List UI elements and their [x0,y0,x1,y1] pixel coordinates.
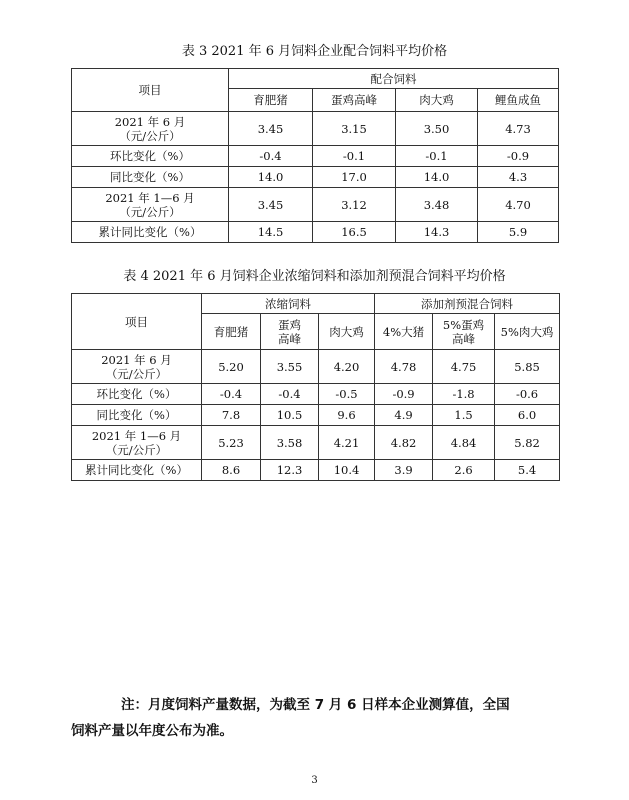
footnote-line-1: 注：月度饲料产量数据，为截至 7 月 6 日样本企业测算值，全国 [121,697,510,713]
table-cell: 10.4 [319,460,375,481]
row-label: 2021 年 6 月 （元/公斤） [72,350,202,384]
table-cell: 3.45 [229,188,313,222]
table3-col-header: 鲤鱼成鱼 [478,89,559,112]
table-cell: -0.6 [495,384,560,405]
table-cell: -0.9 [375,384,433,405]
table-cell: -0.5 [319,384,375,405]
row-label: 2021 年 6 月 （元/公斤） [72,112,229,146]
table-row [72,384,560,405]
table-cell: 14.0 [229,167,313,188]
table-cell: 17.0 [313,167,396,188]
table-cell: 4.82 [375,426,433,460]
table-cell: 3.9 [375,460,433,481]
table-cell: 7.8 [202,405,261,426]
table-cell: 5.82 [495,426,560,460]
row-label: 环比变化（%） [72,146,229,167]
table-cell: 3.45 [229,112,313,146]
table-row [72,460,560,481]
table4 [71,293,560,481]
table-row [72,222,559,243]
table-cell: -0.1 [313,146,396,167]
table-cell: 3.58 [261,426,319,460]
table-cell: -0.1 [396,146,478,167]
table-cell: 8.6 [202,460,261,481]
table-cell: 12.3 [261,460,319,481]
row-label: 同比变化（%） [72,405,202,426]
table-row [72,188,559,222]
table3-caption: 表 3 2021 年 6 月饲料企业配合饲料平均价格 [181,44,448,59]
table-cell: 6.0 [495,405,560,426]
row-label: 2021 年 1—6 月 （元/公斤） [72,188,229,222]
table-cell: 14.5 [229,222,313,243]
table3-group-header: 配合饲料 [229,69,559,89]
table-cell: 3.15 [313,112,396,146]
table-cell: 5.23 [202,426,261,460]
table-cell: 4.9 [375,405,433,426]
table4-group2-header: 添加剂预混合饲料 [375,294,560,314]
table-cell: 4.84 [433,426,495,460]
row-label: 累计同比变化（%） [72,460,202,481]
row-label: 累计同比变化（%） [72,222,229,243]
table4-col-header: 育肥猪 [202,314,261,350]
table-cell: 9.6 [319,405,375,426]
table-cell: -0.4 [229,146,313,167]
table3-col-header: 肉大鸡 [396,89,478,112]
table-cell: 4.3 [478,167,559,188]
table-row [72,426,560,460]
table-cell: 4.20 [319,350,375,384]
table4-col-header: 5%蛋鸡 高峰 [433,314,495,350]
table-row [72,146,559,167]
table-cell: -0.4 [261,384,319,405]
table-row [72,350,560,384]
table3 [71,68,559,243]
table-cell: 10.5 [261,405,319,426]
table-cell: 3.12 [313,188,396,222]
table3-col-header: 育肥猪 [229,89,313,112]
table-cell: 4.73 [478,112,559,146]
table-cell: 14.3 [396,222,478,243]
table3-item-header: 项目 [72,69,229,112]
table-cell: -0.9 [478,146,559,167]
table4-col-header: 4%大猪 [375,314,433,350]
table-cell: 4.70 [478,188,559,222]
table-cell: 5.9 [478,222,559,243]
table-row [72,405,560,426]
table4-item-header: 项目 [72,294,202,350]
table-cell: 16.5 [313,222,396,243]
table4-col-header: 5%肉大鸡 [495,314,560,350]
row-label: 环比变化（%） [72,384,202,405]
table-cell: -1.8 [433,384,495,405]
table-cell: 3.50 [396,112,478,146]
table-cell: 5.85 [495,350,560,384]
table-cell: 4.75 [433,350,495,384]
table-cell: 4.21 [319,426,375,460]
row-label: 2021 年 1—6 月 （元/公斤） [72,426,202,460]
table-row [72,167,559,188]
footnote-line-2: 饲料产量以年度公布为准。 [71,723,233,739]
table4-col-header: 蛋鸡 高峰 [261,314,319,350]
table-cell: -0.4 [202,384,261,405]
table4-group1-header: 浓缩饲料 [202,294,375,314]
table-cell: 3.55 [261,350,319,384]
table-cell: 5.4 [495,460,560,481]
table-cell: 1.5 [433,405,495,426]
table-cell: 3.48 [396,188,478,222]
table4-col-header: 肉大鸡 [319,314,375,350]
table4-caption: 表 4 2021 年 6 月饲料企业浓缩饲料和添加剂预混合饲料平均价格 [123,269,506,284]
table-cell: 4.78 [375,350,433,384]
footnote [71,692,561,744]
page-number: 3 [311,775,318,786]
table-row [72,112,559,146]
table-cell: 14.0 [396,167,478,188]
table3-col-header: 蛋鸡高峰 [313,89,396,112]
table-cell: 5.20 [202,350,261,384]
table-cell: 2.6 [433,460,495,481]
row-label: 同比变化（%） [72,167,229,188]
